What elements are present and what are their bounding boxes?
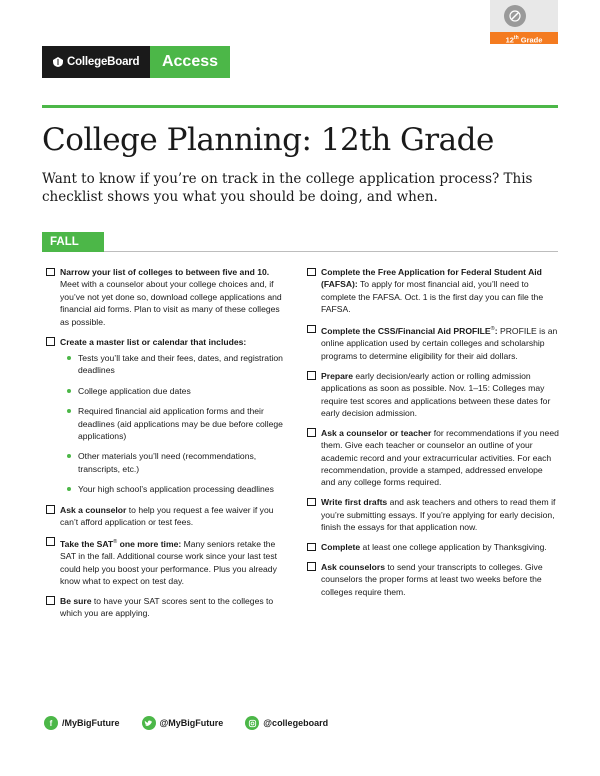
social-footer [44,716,350,730]
collegeboard-access-logo [42,46,230,78]
grade-badge-icon [504,5,526,27]
brand-name: CollegeBoard [67,56,140,68]
twitter-link[interactable]: @MyBigFuture [142,716,224,730]
checklist-item: Narrow your list of colleges to between five and 10. Meet with a counselor about your college choices and, if you’ve not yet done so, download college applications and financial aid forms. Plan to visit as many of these colleges as possible. [46,266,288,328]
checkbox[interactable] [307,371,316,380]
collegeboard-logo [42,46,150,78]
checkbox[interactable] [307,562,316,571]
grade-label: 12th Grade [490,32,558,44]
checkbox[interactable] [307,498,316,507]
checklist-left-column [46,266,288,627]
intro-text: Want to know if you’re on track in the college application process? This checklist shows you what you should be doing, and when. [42,171,533,205]
checkbox[interactable] [307,268,316,277]
checklist-item: Create a master list or calendar that includes: Tests you’ll take and their fees, dates, and registration deadlines College application due dates Required financial aid application forms and their deadlines (aid applications may be due before college applications) Other materials you’ll need (recommendations, transcripts, etc.) Your high school’s application processing deadlines [46,336,288,496]
master-list [60,352,288,496]
checkbox[interactable] [46,268,55,277]
checklist-item: Complete at least one college application by Thanksgiving. [307,541,559,553]
facebook-link[interactable]: f /MyBigFuture [44,716,120,730]
instagram-link[interactable]: @collegeboard [245,716,328,730]
checkbox[interactable] [307,543,316,552]
checkbox[interactable] [46,505,55,514]
checklist-item: Write first drafts and ask teachers and others to read them if you’re submitting essays. If you’re applying for early decision, finish the essays for that application now. [307,496,559,533]
checkbox[interactable] [307,325,316,334]
list-item: College application due dates [60,385,288,397]
checklist-right-column [307,266,559,606]
facebook-icon: f [44,716,58,730]
checklist-item: Prepare early decision/early action or rolling admission applications as soon as possible. Nov. 1–15: Colleges may require test scores and applications between these dates for early decision admission. [307,370,559,420]
list-item: Your high school’s application processing deadlines [60,483,288,495]
list-item: Tests you’ll take and their fees, dates, and registration deadlines [60,352,288,377]
checklist-item: Complete the Free Application for Federal Student Aid (FAFSA): To apply for most financial aid, you’ll need to complete the FAFSA. Oct. 1 is the first day you can file the FAFSA. [307,266,559,316]
checkbox[interactable] [46,537,55,546]
checklist-item: Ask a counselor or teacher for recommendations if you need them. Give each teacher or counselor an outline of your academic record and your extracurricular activities. For each recommendation, provide a stamped, addressed envelope and any college forms required. [307,427,559,489]
checkbox[interactable] [46,337,55,346]
checkbox[interactable] [46,596,55,605]
checklist-item: Take the SAT® one more time: Many seniors retake the SAT in the fall. Additional course work since your last test could help you boost your performance. Plus you already know what to expect on test day. [46,536,288,587]
list-item: Other materials you’ll need (recommendations, transcripts, etc.) [60,450,288,475]
season-header [42,232,558,252]
page-title: College Planning: 12th Grade [42,122,494,158]
header-divider [42,105,558,108]
access-logo: Access [150,46,230,78]
checklist-item: Ask counselors to send your transcripts to colleges. Give counselors the proper forms at least two weeks before the colleges require them. [307,561,559,598]
grade-tab [490,0,558,44]
checklist-item: Be sure to have your SAT scores sent to the colleges to which you are applying. [46,595,288,620]
instagram-icon [245,716,259,730]
twitter-icon [142,716,156,730]
list-item: Required financial aid application forms and their deadlines (aid applications may be due before college applications) [60,405,288,442]
checklist-item: Complete the CSS/Financial Aid PROFILE®: PROFILE is an online application used by certain colleges and scholarship programs to determine eligibility for their aid dollars. [307,323,559,362]
acorn-icon [52,56,64,68]
checklist-item: Ask a counselor to help you request a fee waiver if you can’t afford application or test fees. [46,504,288,529]
season-label: FALL [42,232,104,252]
checkbox[interactable] [307,428,316,437]
